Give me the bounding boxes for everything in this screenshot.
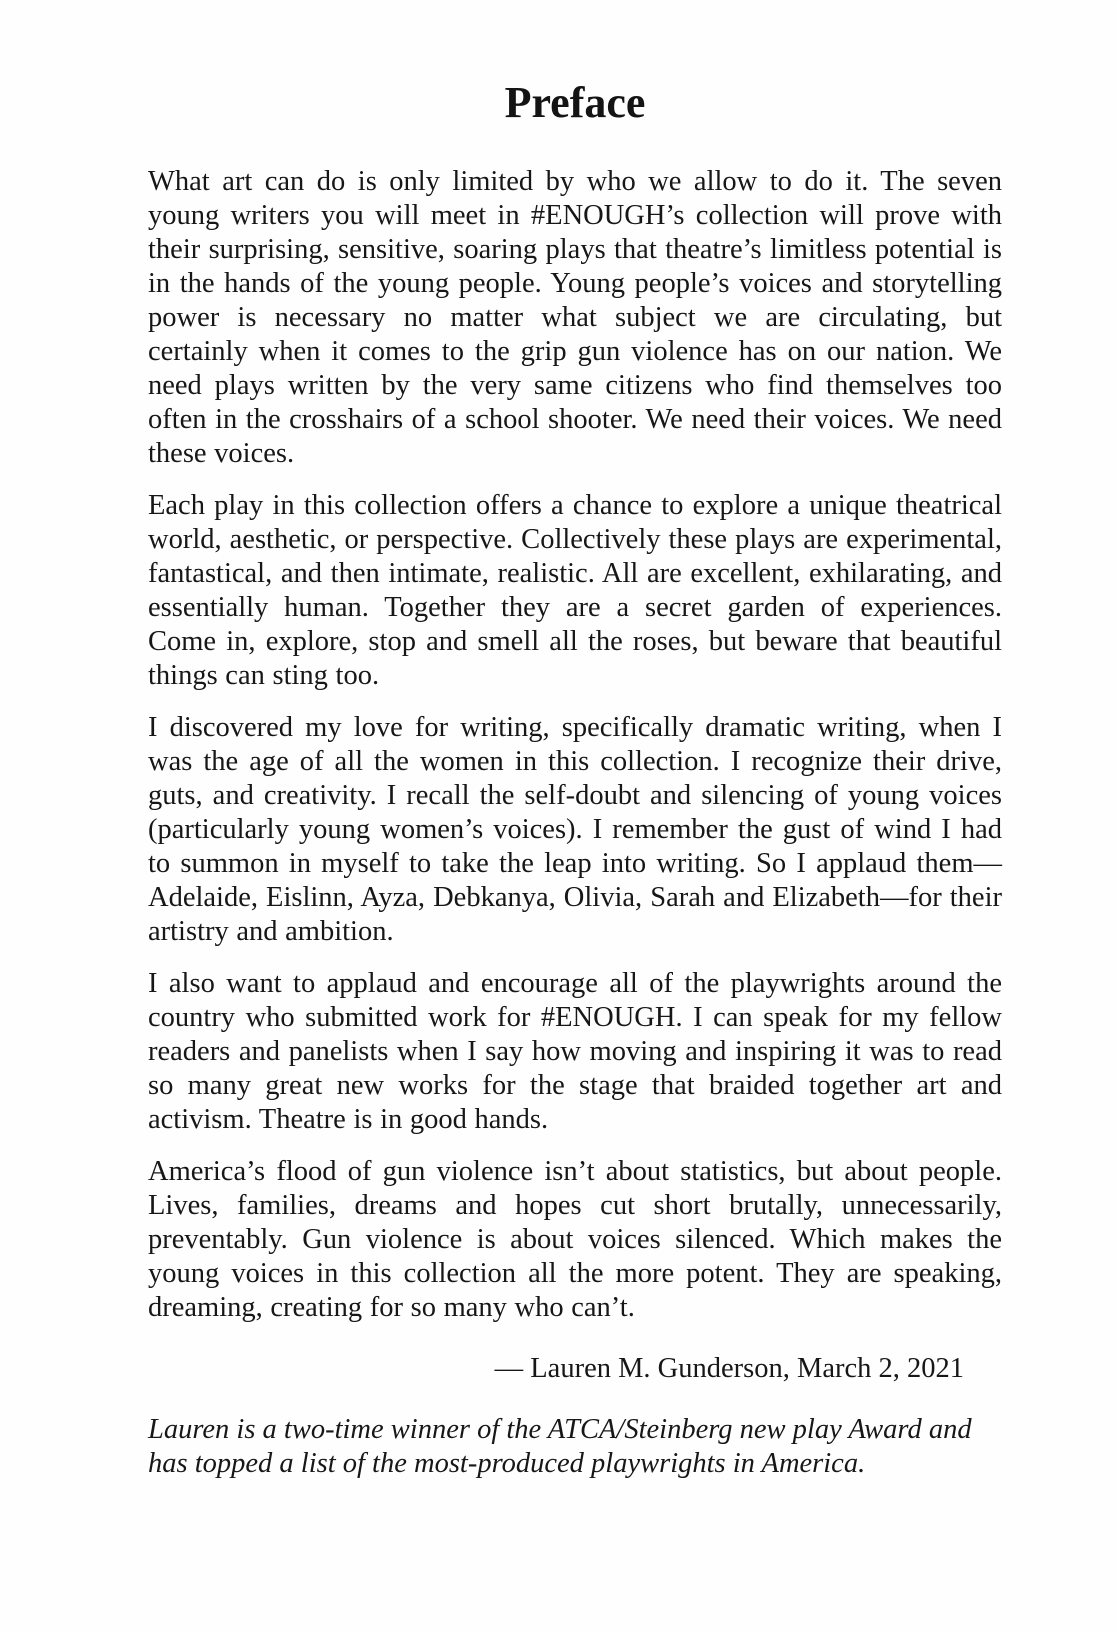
signature-line: — Lauren M. Gunderson, March 2, 2021 [494, 1352, 964, 1384]
preface-body [148, 165, 1002, 1325]
paragraph-4: I also want to applaud and encourage all of the playwrights around the country who submitted work for #ENOUGH. I can speak for my fellow readers and panelists when I say how moving and inspiring it was to read so many great new works for the stage that braided together art and activism. Theatre is in good hands. [148, 967, 1002, 1135]
paragraph-2: Each play in this collection offers a chance to explore a unique theatrical world, aesthetic, or perspective. Collectively these plays are experimental, fantastical, and then intimate, realistic. All are excellent, exhilarating, and essentially human. Together they are a secret garden of experiences. Come in, explore, stop and smell all the roses, but beware that beautiful things can sting too. [148, 489, 1002, 691]
paragraph-5: America’s flood of gun violence isn’t about statistics, but about people. Lives, families, dreams and hopes cut short brutally, unnecessarily, preventably. Gun violence is about voices silenced. Which makes the young voices in this collection all the more potent. They are speaking, dreaming, creating for so many who can’t. [148, 1155, 1002, 1323]
paragraph-1: What art can do is only limited by who we allow to do it. The seven young writers you will meet in #ENOUGH’s collection will prove with their surprising, sensitive, soaring plays that theatre’s limitless potential is in the hands of the young people. Young people’s voices and storytelling power is necessary no matter what subject we are circulating, but certainly when it comes to the grip gun violence has on our nation. We need plays written by the very same citizens who find themselves too often in the crosshairs of a school shooter. We need their voices. We need these voices. [148, 165, 1002, 469]
page-title: Preface [504, 78, 646, 127]
paragraph-3: I discovered my love for writing, specifically dramatic writing, when I was the age of all the women in this collection. I recognize their drive, guts, and creativity. I recall the self-doubt and silencing of young voices (particularly young women’s voices). I remember the gust of wind I had to summon in myself to take the leap into writing. So I applaud them—Adelaide, Eislinn, Ayza, Debkanya, Olivia, Sarah and Elizabeth—for their artistry and ambition. [148, 711, 1002, 947]
author-bio-note: Lauren is a two-time winner of the ATCA/Steinberg new play Award and has topped a list of the most-produced playwrights in America. [148, 1413, 972, 1479]
